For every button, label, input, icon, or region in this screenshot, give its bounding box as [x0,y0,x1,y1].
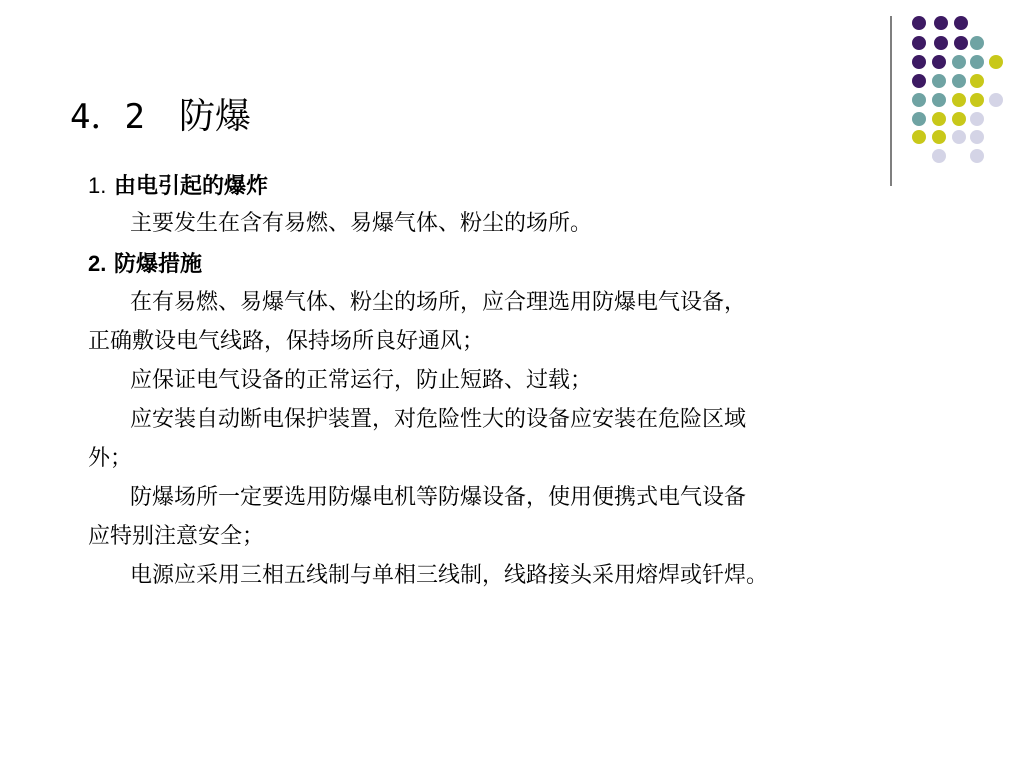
decor-dot [954,16,968,30]
decor-dot [952,112,966,126]
section-number: 1. [88,173,107,198]
decor-dot [970,55,984,69]
decor-dot [970,74,984,88]
body-line: 防爆场所一定要选用防爆电机等防爆设备，使用便携式电气设备 [130,485,747,510]
decor-dot [912,130,926,144]
section-heading [88,171,268,201]
decor-dot [952,55,966,69]
title-text: 防爆 [178,96,251,137]
decor-dot [932,112,946,126]
decor-dot [934,36,948,50]
decor-dot [970,112,984,126]
vertical-divider [890,16,892,186]
decor-dot [970,149,984,163]
section-heading-text: 由电引起的爆炸 [114,173,269,199]
decor-dot [989,93,1003,107]
decor-dot [932,93,946,107]
title-number: 4．2 [70,97,145,137]
decor-dot [912,74,926,88]
decor-dot [932,55,946,69]
body-line: 在有易燃、易爆气体、粉尘的场所，应合理选用防爆电气设备， [130,290,747,315]
decor-dot [912,16,926,30]
decor-dot [970,130,984,144]
decor-dot [989,55,1003,69]
decor-dot [970,36,984,50]
section-heading-text: 防爆措施 [114,251,203,277]
slide-title [70,92,251,142]
body-line: 电源应采用三相五线制与单相三线制，线路接头采用熔焊或钎焊。 [130,563,769,588]
decor-dot [932,149,946,163]
body-line: 应保证电气设备的正常运行，防止短路、过载； [130,368,593,393]
body-line: 应特别注意安全； [88,524,265,549]
decor-dot [954,36,968,50]
body-line: 应安装自动断电保护装置，对危险性大的设备应安装在危险区域 [130,407,747,432]
decor-dot [952,93,966,107]
body-line: 主要发生在含有易燃、易爆气体、粉尘的场所。 [130,211,593,236]
section-heading [88,249,202,279]
decor-dot [912,112,926,126]
decor-dot [912,55,926,69]
decor-dot [932,74,946,88]
decor-dot [934,16,948,30]
decor-dot [970,93,984,107]
decor-dot [932,130,946,144]
decor-dot [912,93,926,107]
decor-dot [952,130,966,144]
decor-dot [912,36,926,50]
body-line: 正确敷设电气线路，保持场所良好通风； [88,329,485,354]
decor-dot [952,74,966,88]
section-number: 2. [88,251,107,276]
body-line: 外； [88,446,133,471]
